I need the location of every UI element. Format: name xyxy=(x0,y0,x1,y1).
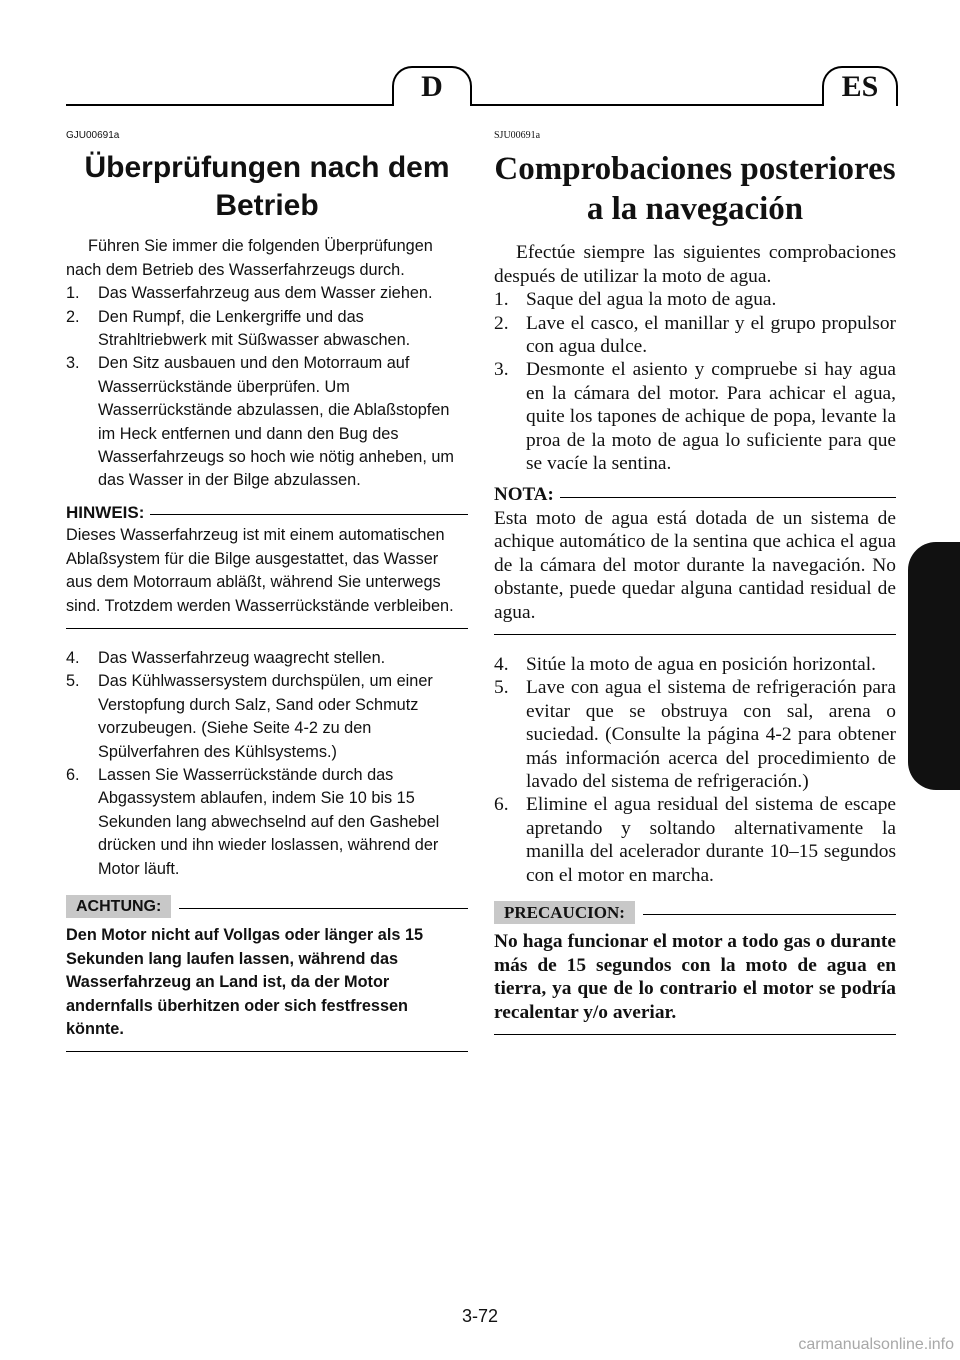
list-item: 1. Das Wasserfahrzeug aus dem Wasser ziehen. xyxy=(66,284,433,303)
warning-header xyxy=(66,895,468,918)
page-number: 3-72 xyxy=(461,1306,499,1326)
warning-text: No haga funcionar el motor a todo gas o durante más de 15 segundos con la moto de agua en tierra, ya que de lo contrario el motor se podría recalentar y/o averiar. xyxy=(494,931,896,1023)
header-rule xyxy=(66,104,894,106)
note-end-rule xyxy=(66,628,468,629)
section-title: Überprüfungen nach dem Betrieb xyxy=(84,151,450,223)
warning-text: Den Motor nicht auf Vollgas oder länger als 15 Sekunden lang laufen lassen, während das Wasserfahrzeug an Land ist, da der Motor andernfalls überhitzen oder sich festfressen könnte. xyxy=(66,926,424,1038)
section-code: SJU00691a xyxy=(494,130,541,141)
note-text: Esta moto de agua está dotada de un sistema de achique automático de la sentina que achica el agua de la cámara del motor durante la navegación. No obstante, puede quedar alguna cantidad residual de agua. xyxy=(494,507,896,623)
page-header xyxy=(0,0,960,110)
german-column xyxy=(66,124,468,1070)
list-item: 2. Lave el casco, el manillar y el grupo propulsor con agua dulce. xyxy=(494,312,896,358)
warning-label: ACHTUNG: xyxy=(66,895,171,918)
warning-rule xyxy=(179,908,468,909)
note-header xyxy=(494,483,896,506)
note-end-rule xyxy=(494,634,896,635)
note-rule xyxy=(150,514,468,515)
warning-header xyxy=(494,901,896,924)
note-label: HINWEIS: xyxy=(66,502,145,522)
list-item: 3. Den Sitz ausbauen und den Motorraum auf Wasserrückstände überprüfen. Um Wasserrückstände abzulassen, die Ablaßstopfen im Heck entfernen und dann den Bug des Wasserfahrzeugs so hoch wie nötig anheben, um das Wasser in der Bilge abzulassen. xyxy=(66,354,454,490)
warning-end-rule xyxy=(66,1051,468,1052)
list-item: 6. Lassen Sie Wasserrückstände durch das Abgassystem ablaufen, indem Sie 10 bis 15 Sekunden lang abwechselnd auf den Gashebel drücken und ihn wieder loslassen, während der Motor läuft. xyxy=(66,765,440,878)
steps-list-a xyxy=(494,288,896,475)
list-item: 2. Den Rumpf, die Lenkergriffe und das Strahltriebwerk mit Süßwasser abwaschen. xyxy=(66,307,411,350)
steps-list-b xyxy=(66,647,468,881)
section-title: Comprobaciones posteriores a la navegación xyxy=(494,151,896,228)
chapter-thumb-tab xyxy=(908,542,960,790)
list-item: 4. Sitúe la moto de agua en posición horizontal. xyxy=(494,653,877,675)
list-item: 4. Das Wasserfahrzeug waagrecht stellen. xyxy=(66,648,386,667)
language-tab-german: D xyxy=(392,66,472,106)
intro-paragraph: Efectúe siempre las siguientes comprobaciones después de utilizar la moto de agua. xyxy=(494,242,896,287)
note-header xyxy=(66,501,468,524)
note-rule xyxy=(560,497,896,498)
section-code: GJU00691a xyxy=(66,130,120,141)
intro-paragraph: Führen Sie immer die folgenden Überprüfungen nach dem Betrieb des Wasserfahrzeugs durch. xyxy=(66,237,433,279)
spanish-column xyxy=(494,124,896,1053)
steps-list-a xyxy=(66,282,468,493)
list-item: 5. Lave con agua el sistema de refrigeración para evitar que se obstruya con sal, arena o suciedad. (Consulte la página 4-2 para obtener más información acerca del procedimiento de lavado del sistema de refrigeración.) xyxy=(494,677,896,792)
steps-list-b xyxy=(494,653,896,887)
list-item: 1. Saque del agua la moto de agua. xyxy=(494,289,777,311)
note-label: NOTA: xyxy=(494,484,554,506)
list-item: 6. Elimine el agua residual del sistema de escape apretando y soltando alternativamente la manilla del acelerador durante 10–15 segundos con el motor en marcha. xyxy=(494,794,896,886)
warning-label: PRECAUCION: xyxy=(494,901,635,924)
list-item: 5. Das Kühlwassersystem durchspülen, um einer Verstopfung durch Salz, Sand oder Schmutz vorzubeugen. (Siehe Seite 4-2 zu den Spülverfahren des Kühlsystems.) xyxy=(66,672,433,761)
list-item: 3. Desmonte el asiento y compruebe si hay agua en la cámara del motor. Para achicar el agua, quite los tapones de achique de popa, levante la proa de la moto de agua lo suficiente para que se vacíe la sentina. xyxy=(494,359,896,475)
site-watermark: carmanualsonline.info xyxy=(798,1336,954,1353)
note-text: Dieses Wasserfahrzeug ist mit einem automatischen Ablaßsystem für die Bilge ausgestattet, das Wasser aus dem Motorraum abläßt, während Sie unterwegs sind. Trotzdem werden Wasserrückstände verbleiben. xyxy=(66,526,454,615)
language-tab-spanish: ES xyxy=(822,66,898,106)
warning-rule xyxy=(643,914,896,915)
warning-end-rule xyxy=(494,1034,896,1035)
